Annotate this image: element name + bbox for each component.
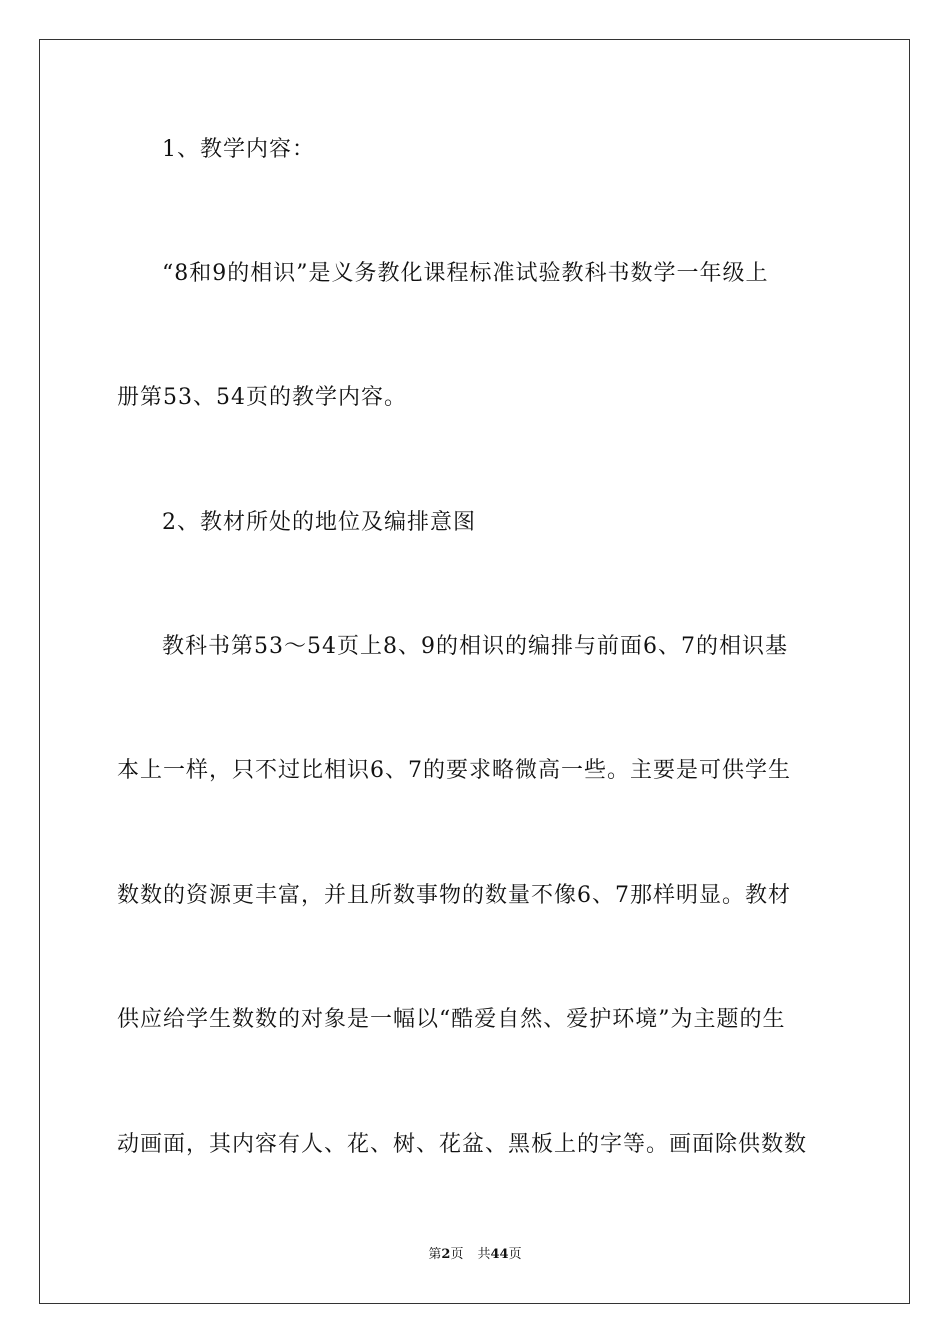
paragraph-line: 本上一样，只不过比相识6、7的要求略微高一些。主要是可供学生 (117, 758, 791, 783)
heading-teaching-content: 1、教学内容： (162, 137, 315, 162)
heading-textbook-position: 2、教材所处的地位及编排意图 (162, 510, 476, 535)
paragraph-line: 册第53、54页的教学内容。 (117, 385, 407, 410)
paragraph-line: 动画面，其内容有人、花、树、花盆、黑板上的字等。画面除供数数 (117, 1132, 808, 1157)
footer-page-suffix: 页 (450, 1247, 464, 1262)
footer-total-number: 44 (490, 1247, 509, 1262)
paragraph-line: 教科书第53～54页上8、9的相识的编排与前面6、7的相识基 (162, 634, 788, 659)
footer-total-suffix: 页 (508, 1247, 522, 1262)
page-border (39, 39, 910, 1304)
paragraph-line: 供应给学生数数的对象是一幅以“酷爱自然、爱护环境”为主题的生 (117, 1007, 786, 1032)
footer-total-prefix: 共 (477, 1247, 491, 1262)
paragraph-line: 数数的资源更丰富，并且所数事物的数量不像6、7那样明显。教材 (117, 883, 791, 908)
footer-page-number: 2 (441, 1247, 451, 1262)
paragraph-line: “8和9的相识”是义务教化课程标准试验教科书数学一年级上 (162, 261, 769, 286)
page-footer (0, 1246, 950, 1264)
footer-page-prefix: 第 (428, 1247, 442, 1262)
